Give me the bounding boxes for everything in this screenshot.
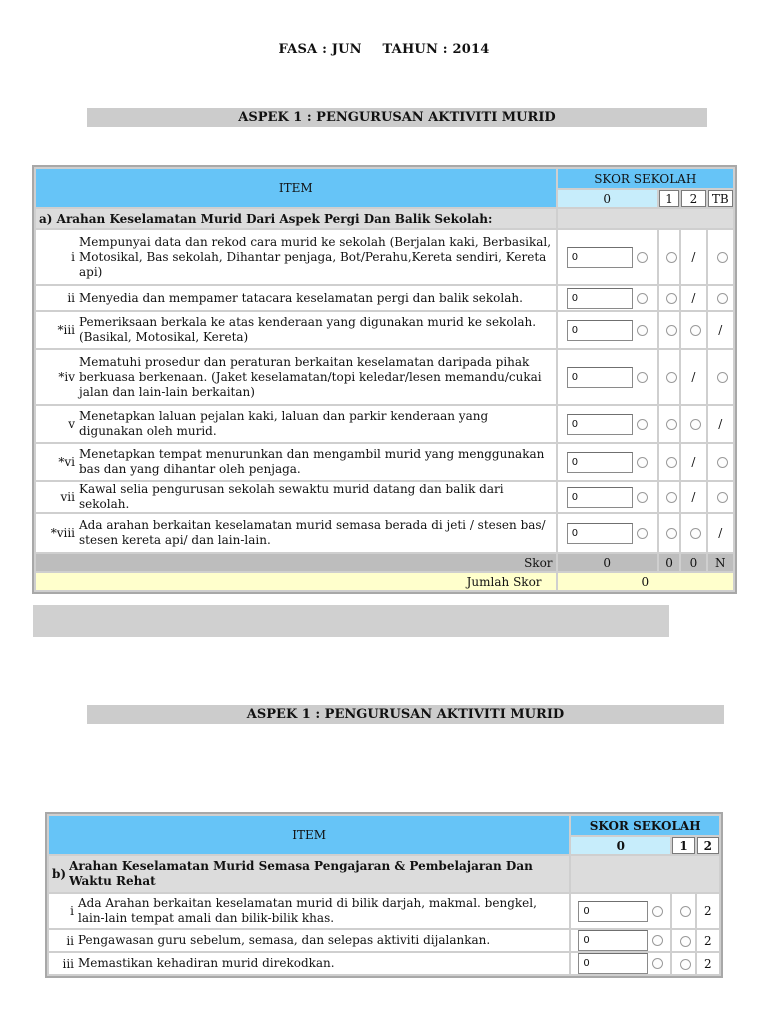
col-2-header: 2	[697, 837, 719, 854]
score-2-radio[interactable]	[690, 325, 701, 336]
table-row	[36, 350, 556, 404]
jumlah-skor-label: Jumlah Skor	[36, 573, 556, 590]
score-0-radio[interactable]	[637, 293, 648, 304]
separator-bar	[33, 605, 669, 637]
col-1-header: 1	[659, 190, 679, 207]
col-1-header: 1	[672, 837, 694, 854]
table-row	[36, 406, 556, 442]
tahun-label: TAHUN : 2014	[382, 42, 490, 57]
row-text: Pengawasan guru sebelum, semasa, dan selepas aktiviti dijalankan.	[78, 933, 491, 947]
score-2-radio[interactable]	[690, 419, 701, 430]
row-number: *iv	[58, 370, 75, 384]
category-b-blank	[571, 856, 719, 892]
score-1-radio[interactable]	[680, 906, 691, 917]
score-input[interactable]: 0	[567, 414, 633, 435]
score-input[interactable]: 0	[578, 953, 648, 974]
score-1-radio[interactable]	[666, 528, 677, 539]
score-input[interactable]: 0	[567, 487, 633, 508]
skor-1-value: 0	[659, 554, 679, 571]
score-0-radio[interactable]	[637, 252, 648, 263]
skor-sekolah-header: SKOR SEKOLAH	[571, 816, 719, 835]
score-0-radio[interactable]	[652, 906, 663, 917]
score-2-value: 2	[704, 933, 712, 948]
row-text: Ada arahan berkaitan keselamatan murid semasa berada di jeti / stesen bas/ stesen kereta api/ dan lain-lain.	[79, 518, 546, 547]
row-number: iii	[62, 956, 74, 971]
score-1-radio[interactable]	[666, 293, 677, 304]
score-tb-mark: /	[718, 323, 723, 337]
score-1-radio[interactable]	[666, 252, 677, 263]
score-2-mark: /	[691, 250, 696, 264]
score-input[interactable]: 0	[567, 247, 633, 268]
row-number: *iii	[57, 323, 75, 337]
jumlah-skor-value: 0	[558, 573, 733, 590]
score-0-radio[interactable]	[637, 528, 648, 539]
table-row	[49, 930, 569, 951]
skor-2-value: 0	[681, 554, 705, 571]
score-input[interactable]: 0	[567, 320, 633, 341]
row-number: v	[68, 417, 75, 431]
fasa-label: FASA : JUN	[278, 42, 362, 57]
page-header	[0, 42, 768, 57]
row-text: Memastikan kehadiran murid direkodkan.	[78, 956, 335, 970]
col-tb-header: TB	[708, 190, 733, 207]
score-1-radio[interactable]	[666, 372, 677, 383]
row-text: Mempunyai data dan rekod cara murid ke sekolah (Berjalan kaki, Berbasikal, Motosikal, Bas sekolah, Dihantar penjaga, Bot/Perahu,Kereta sendiri, Kereta api)	[79, 234, 552, 279]
score-0-radio[interactable]	[637, 372, 648, 383]
score-2-value: 2	[704, 904, 712, 918]
item-header: ITEM	[36, 169, 556, 207]
row-number: *vi	[58, 455, 75, 469]
score-tb-radio[interactable]	[717, 293, 728, 304]
score-0-radio[interactable]	[637, 457, 648, 468]
table-row	[36, 444, 556, 480]
score-0-radio[interactable]	[637, 419, 648, 430]
row-number: *viii	[50, 526, 75, 540]
score-tb-radio[interactable]	[717, 252, 728, 263]
score-1-radio[interactable]	[680, 936, 691, 947]
score-1-radio[interactable]	[680, 959, 691, 970]
section2-banner: ASPEK 1 : PENGURUSAN AKTIVITI MURID	[87, 705, 724, 724]
score-2-radio[interactable]	[690, 528, 701, 539]
item-header: ITEM	[49, 816, 569, 854]
row-number: vii	[60, 490, 75, 504]
score-1-radio[interactable]	[666, 325, 677, 336]
score-1-radio[interactable]	[666, 492, 677, 503]
row-text: Menetapkan laluan pejalan kaki, laluan dan parkir kenderaan yang digunakan oleh murid.	[79, 409, 489, 438]
score-input[interactable]: 0	[567, 523, 633, 544]
col-0-header: 0	[571, 837, 670, 854]
category-b	[49, 856, 569, 892]
score-1-radio[interactable]	[666, 457, 677, 468]
row-text: Menyedia dan mempamer tatacara keselamatan pergi dan balik sekolah.	[79, 290, 523, 305]
category-b-prefix: b)	[52, 867, 67, 881]
score-tb-mark: /	[718, 526, 723, 540]
score-1-radio[interactable]	[666, 419, 677, 430]
score-2-mark: /	[691, 490, 696, 504]
skor-sekolah-header: SKOR SEKOLAH	[558, 169, 733, 188]
score-input[interactable]: 0	[578, 930, 648, 951]
section1-banner: ASPEK 1 : PENGURUSAN AKTIVITI MURID	[87, 108, 707, 127]
skor-0-value: 0	[558, 554, 657, 571]
score-tb-radio[interactable]	[717, 372, 728, 383]
score-tb-radio[interactable]	[717, 492, 728, 503]
score-input[interactable]: 0	[578, 901, 648, 922]
table-row	[49, 953, 569, 974]
col-2-header: 2	[681, 190, 705, 207]
score-input[interactable]: 0	[567, 367, 633, 388]
skor-label: Skor	[36, 554, 556, 571]
table-row	[36, 482, 556, 512]
row-number: i	[70, 904, 74, 918]
row-text: Kawal selia pengurusan sekolah sewaktu murid datang dan balik dari sekolah.	[79, 482, 504, 511]
score-0-radio[interactable]	[637, 492, 648, 503]
category-a: a) Arahan Keselamatan Murid Dari Aspek Pergi Dan Balik Sekolah:	[36, 209, 556, 228]
row-text: Menetapkan tempat menurunkan dan mengambil murid yang menggunakan bas dan yang dihantar oleh penjaga.	[79, 447, 545, 476]
score-2-value: 2	[704, 956, 712, 971]
table-row	[49, 894, 569, 928]
score-tb-radio[interactable]	[717, 457, 728, 468]
score-2-mark: /	[691, 455, 696, 469]
section2-score-table	[45, 812, 723, 978]
score-0-radio[interactable]	[652, 958, 663, 969]
skor-tb-value: N	[708, 554, 733, 571]
category-a-blank	[558, 209, 733, 228]
score-0-radio[interactable]	[652, 935, 663, 946]
row-number: ii	[66, 933, 74, 948]
score-2-mark: /	[691, 370, 696, 384]
table-row	[36, 286, 556, 310]
score-2-mark: /	[691, 291, 696, 305]
row-number: i	[71, 250, 75, 264]
score-0-radio[interactable]	[637, 325, 648, 336]
row-text: Mematuhi prosedur dan peraturan berkaitan keselamatan daripada pihak berkuasa berkenaan. (Jaket keselamatan/topi keledar/lesen memandu/cukai jalan dan lain-lain berkaitan)	[79, 354, 542, 399]
table-row	[36, 514, 556, 552]
table-row	[36, 312, 556, 348]
row-text: Pemeriksaan berkala ke atas kenderaan yang digunakan murid ke sekolah. (Basikal, Motosikal, Kereta)	[79, 315, 537, 344]
section1-score-table	[32, 165, 737, 594]
row-number: ii	[67, 291, 75, 305]
category-b-label: Arahan Keselamatan Murid Semasa Pengajaran & Pembelajaran Dan Waktu Rehat	[69, 859, 533, 888]
score-input[interactable]: 0	[567, 288, 633, 309]
col-0-header: 0	[558, 190, 657, 207]
row-text: Ada Arahan berkaitan keselamatan murid di bilik darjah, makmal. bengkel, lain-lain tempat amali dan bilik-bilik khas.	[78, 896, 537, 925]
table-row	[36, 230, 556, 284]
score-input[interactable]: 0	[567, 452, 633, 473]
score-tb-mark: /	[718, 417, 723, 431]
